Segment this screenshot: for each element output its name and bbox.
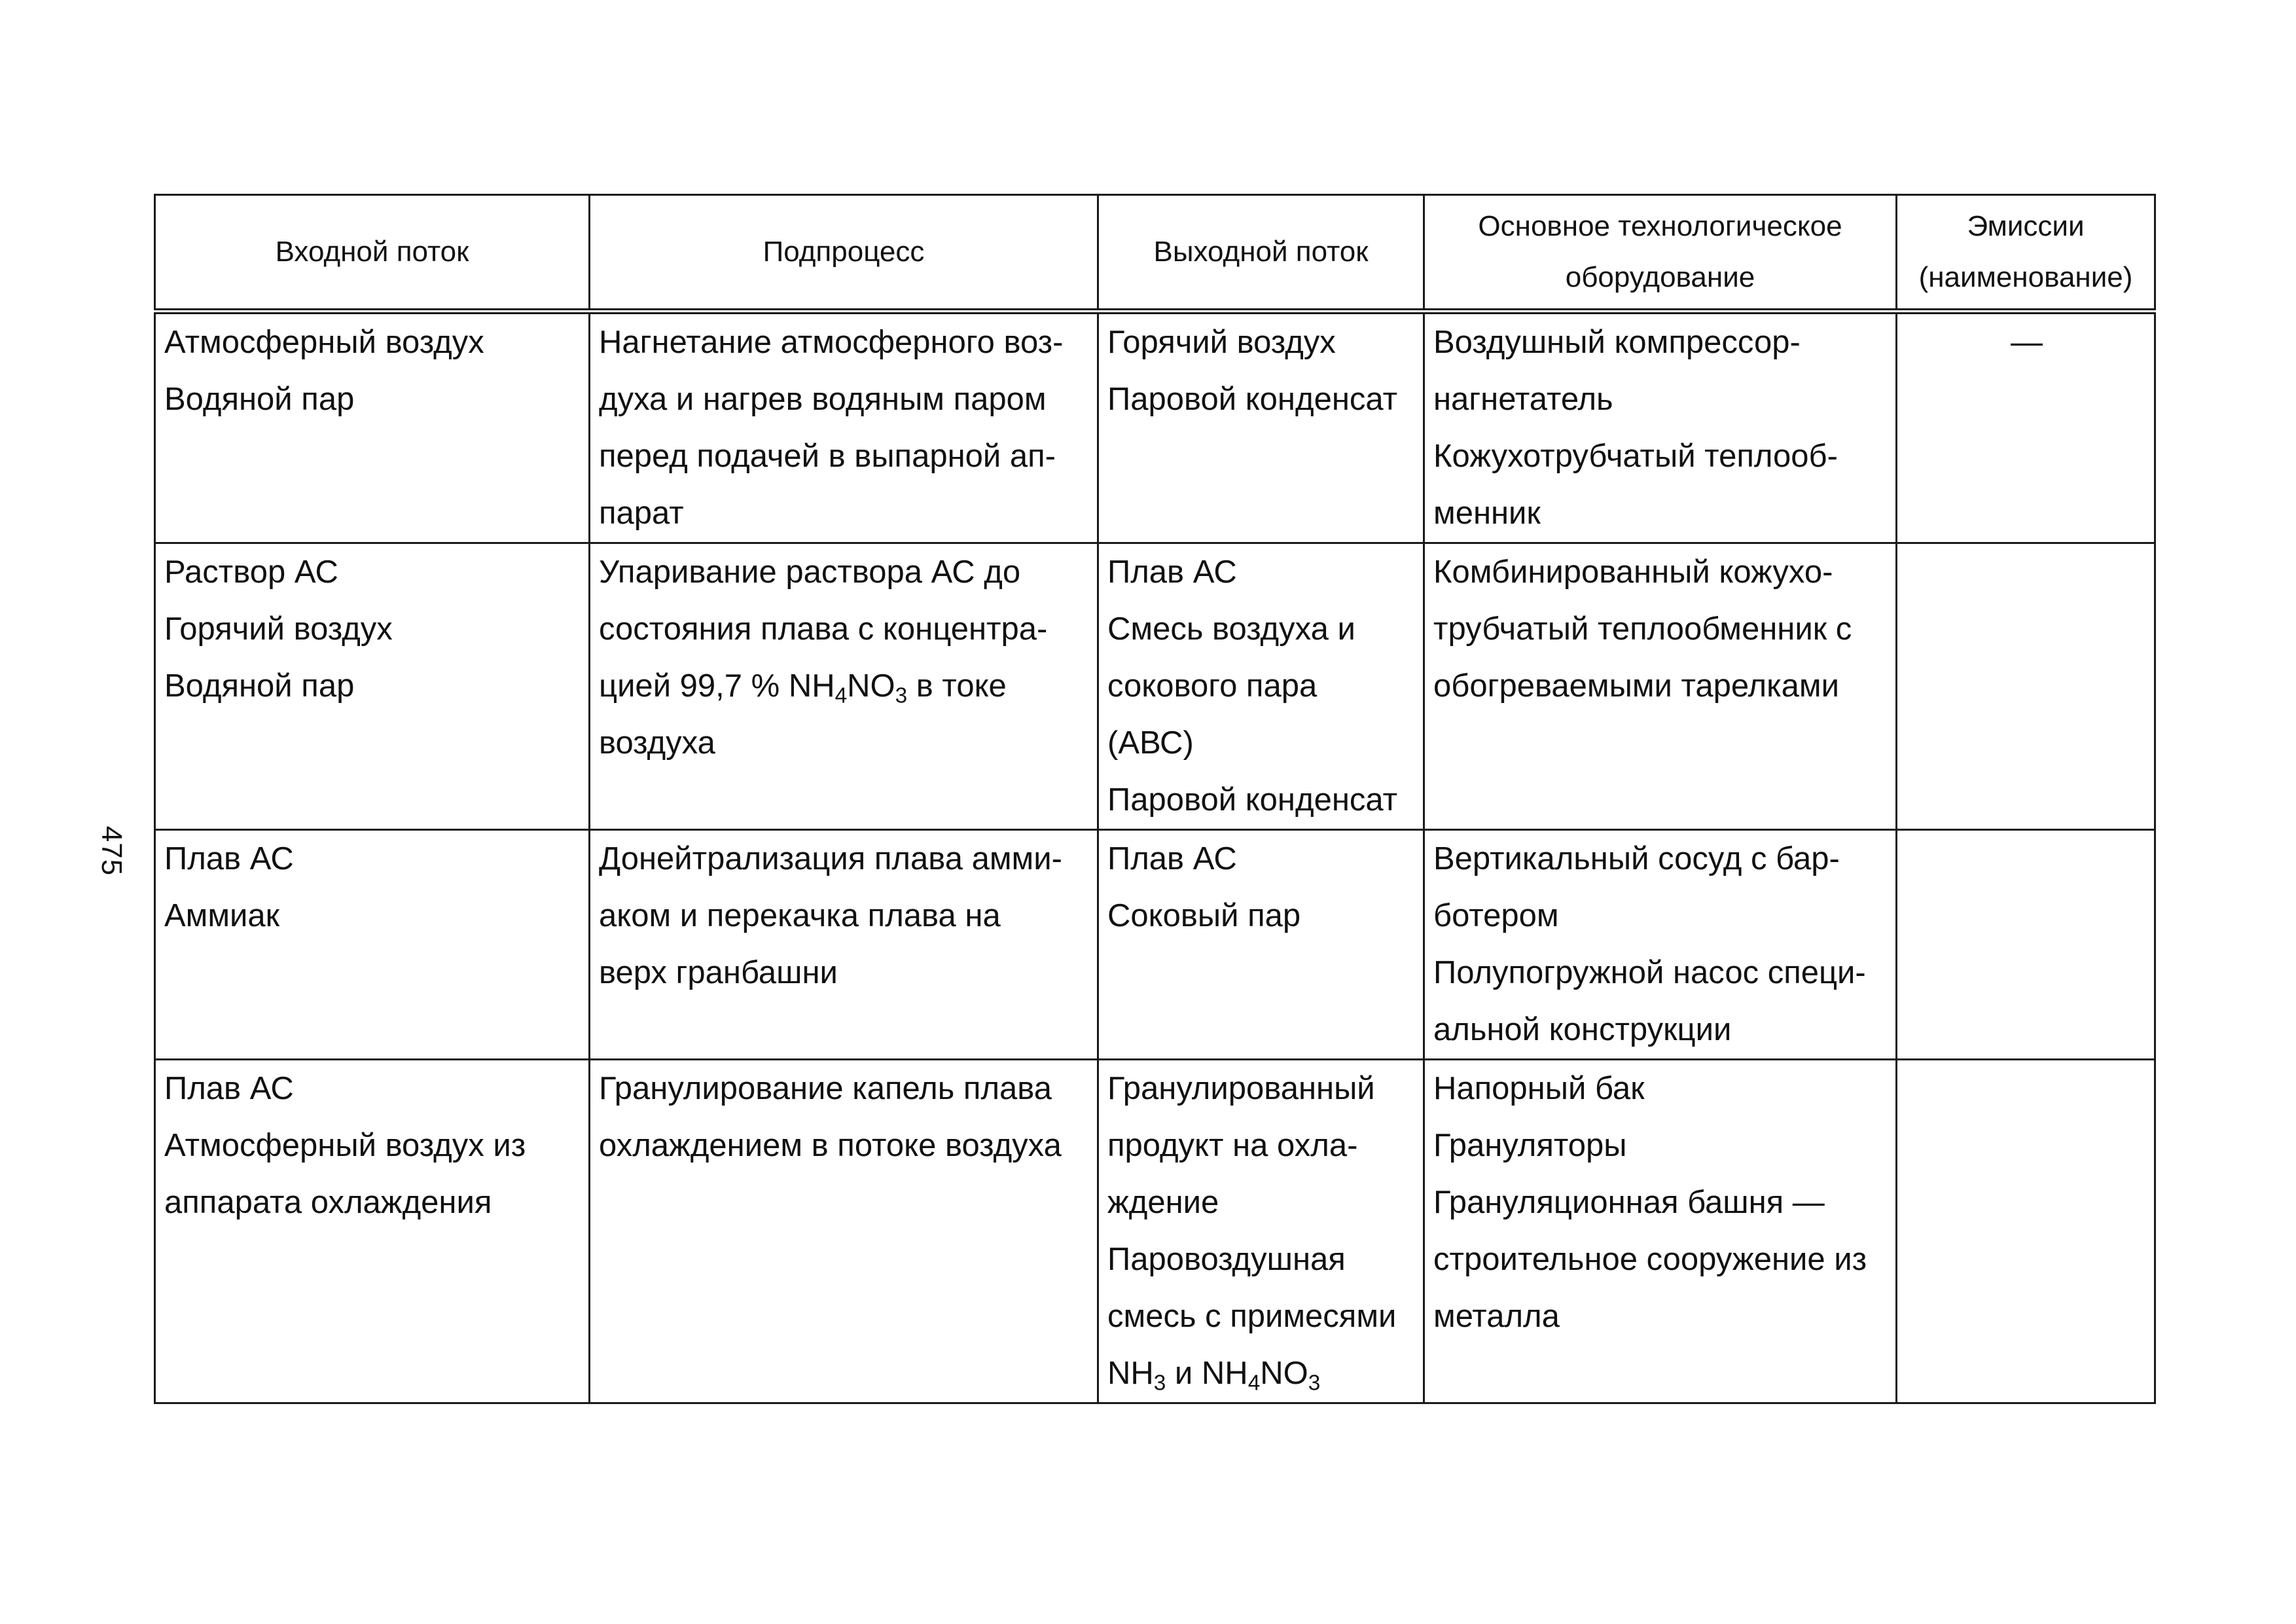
cell-line: Вертикальный сосуд с бар- [1433,841,1840,876]
cell-line: Паровоздушная [1107,1242,1346,1277]
cell-line: Выходной поток [1153,236,1369,268]
cell-line: смесь с примесями [1107,1299,1397,1334]
cell-emissions [1897,543,2155,830]
cell-line: альной конструкции [1433,1012,1732,1047]
cell-line: Грануляционная башня — [1433,1185,1825,1220]
cell-subprocess [590,830,1098,1060]
cell-output-flow [1098,543,1424,830]
cell-line: Атмосферный воздух из [164,1128,526,1163]
cell-line: духа и нагрев водяным паром [599,382,1047,417]
cell-line: Воздушный компрессор- [1433,325,1801,360]
cell-input-flow [155,312,590,543]
cell-output-flow [1098,1060,1424,1403]
cell-line: Нагнетание атмосферного воз- [599,325,1064,360]
cell-line: (наименование) [1918,261,2133,293]
cell-line: Кожухотрубчатый теплооб- [1433,439,1838,474]
cell-equipment [1424,830,1897,1060]
cell-line: Входной поток [275,236,469,268]
cell-line: Раствор АС [164,554,338,590]
cell-line: Плав АС [164,1071,294,1106]
cell-equipment [1424,1060,1897,1403]
table-row [155,830,2155,1060]
cell-line: Основное технологическое [1478,210,1842,242]
cell-line: парат [599,496,684,531]
cell-input-flow [155,1060,590,1403]
cell-emissions [1897,830,2155,1060]
header-emissions [1897,195,2155,312]
cell-line: Аммиак [164,898,280,933]
header-equipment [1424,195,1897,312]
cell-line: перед подачей в выпарной ап- [599,439,1056,474]
cell-emissions [1897,1060,2155,1403]
cell-equipment [1424,543,1897,830]
cell-line: Водяной пар [164,668,355,704]
cell-line: Упаривание раствора АС до [599,554,1021,590]
cell-emissions [1897,312,2155,543]
cell-line: состояния плава с концентра- [599,611,1048,647]
header-row [155,195,2155,312]
cell-line: Горячий воздух [164,611,393,647]
cell-line: аппарата охлаждения [164,1185,492,1220]
cell-equipment [1424,312,1897,543]
cell-line: оборудование [1565,261,1755,293]
cell-output-flow [1098,830,1424,1060]
cell-line: Грануляторы [1433,1128,1627,1163]
cell-line: нагнетатель [1433,382,1613,417]
cell-line: продукт на охла- [1107,1128,1358,1163]
cell-line: сокового пара [1107,668,1318,704]
cell-line: Плав АС [1107,554,1237,590]
cell-line: $NH_3$ и $NH_4NO_3$ [1107,1356,1321,1396]
cell-line: Гранулированный [1107,1071,1375,1106]
table-row [155,1060,2155,1403]
cell-line: Водяной пар [164,382,355,417]
cell-line: менник [1433,496,1541,531]
page-number [92,818,131,884]
table-row [155,312,2155,543]
cell-line: охлаждением в потоке воздуха [599,1128,1062,1163]
cell-line: Смесь воздуха и [1107,611,1355,647]
cell-line: Атмосферный воздух [164,325,484,360]
cell-line: Горячий воздух [1107,325,1336,360]
cell-line: аком и перекачка плава на [599,898,1001,933]
process-table [154,194,2156,1404]
cell-input-flow [155,543,590,830]
cell-line: Гранулирование капель плава [599,1071,1052,1106]
cell-line: Паровой конденсат [1107,782,1398,818]
cell-line: трубчатый теплообменник с [1433,611,1852,647]
cell-output-flow [1098,312,1424,543]
cell-line: Эмиссии [1967,210,2085,242]
cell-line: металла [1433,1299,1560,1334]
header-output-flow [1098,195,1424,312]
cell-line: Комбинированный кожухо- [1433,554,1833,590]
cell-line: ждение [1107,1185,1219,1220]
cell-line: Полупогружной насос специ- [1433,955,1866,990]
cell-line: Плав АС [164,841,294,876]
cell-line: (АВС) [1107,725,1194,761]
cell-line: Соковый пар [1107,898,1301,933]
cell-line: Напорный бак [1433,1071,1645,1106]
cell-line: Плав АС [1107,841,1237,876]
cell-subprocess [590,312,1098,543]
header-input-flow [155,195,590,312]
cell-line: — [2011,325,2043,360]
cell-input-flow [155,830,590,1060]
cell-line: Паровой конденсат [1107,382,1398,417]
cell-subprocess [590,1060,1098,1403]
header-subprocess [590,195,1098,312]
cell-subprocess [590,543,1098,830]
cell-line: воздуха [599,725,715,761]
cell-line: обогреваемыми тарелками [1433,668,1839,704]
cell-line: Донейтрализация плава амми- [599,841,1062,876]
cell-line: строительное сооружение из [1433,1242,1867,1277]
table-row [155,543,2155,830]
page-number-text: 475 [96,825,128,876]
cell-line: цией 99,7 % $NH_4NO_3$ в токе [599,668,1007,708]
cell-line: Подпроцесс [762,236,925,268]
cell-line: ботером [1433,898,1559,933]
cell-line: верх гранбашни [599,955,838,990]
